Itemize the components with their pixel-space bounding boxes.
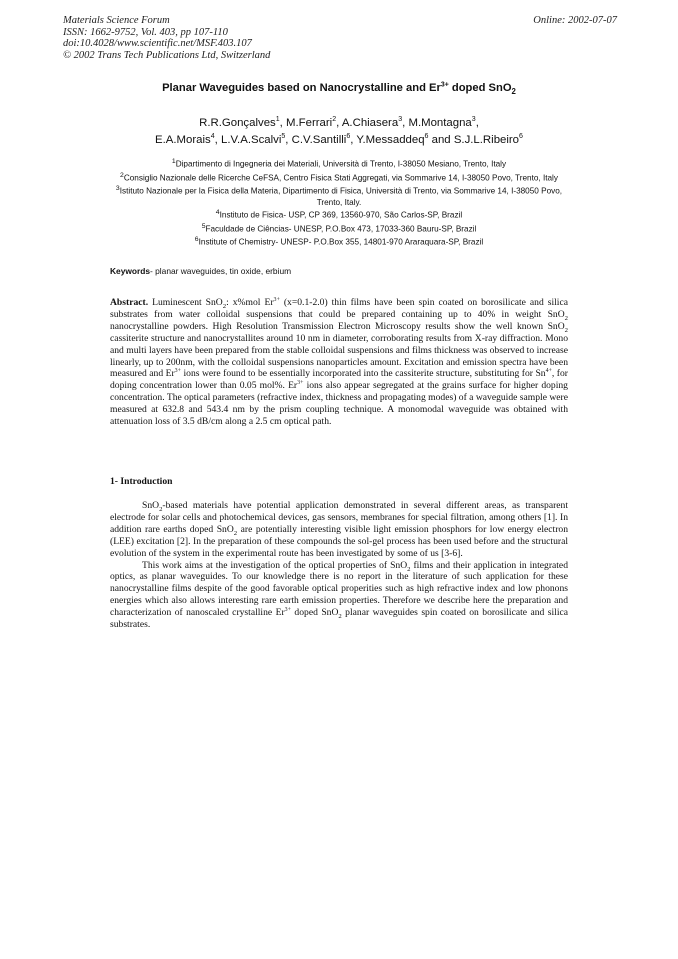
copyright-line: © 2002 Trans Tech Publications Ltd, Switzerland	[63, 49, 271, 61]
author: E.A.Morais$^4$,	[155, 133, 221, 146]
affiliation: $^5$Faculdade de Ciências- UNESP, P.O.Box 473, 17033-360 Bauru-SP, Brazil	[201, 222, 477, 234]
abstract-label: Abstract.	[110, 297, 149, 308]
keywords-text: - planar waveguides, tin oxide, erbium	[150, 266, 292, 276]
affiliation-list	[110, 157, 568, 249]
author: Y.Messaddeq$^6$ and	[356, 133, 454, 146]
author: M.Ferrari$^2$,	[286, 116, 342, 129]
author: L.V.A.Scalvi$^5$,	[221, 133, 292, 146]
online-date: Online: 2002-07-07	[533, 15, 617, 26]
journal-name: Materials Science Forum	[63, 15, 170, 26]
author-list	[100, 115, 578, 149]
author: S.J.L.Ribeiro$^6$	[453, 133, 523, 146]
affiliation: $^2$Consiglio Nazionale delle Ricerche CeFSA, Centro Fisica Stati Aggregati, via Sommarive 14, I-38050 Povo, Trento, Italy	[120, 171, 558, 183]
introduction-body	[110, 500, 568, 631]
paragraph: SnO$_2$-based materials have potential application demonstrated in several different areas, as transparent electrode for solar cells and photochemical devices, gas sensors, membranes for special filtration, among others [1]. In addition rare earths doped SnO$_2$ are potentially interesting visible light emission phosphors for low energy electron (LEE) excitation [2]. In the preparation of these compounds the sol-gel process has been used before and the structural evolution of the system in the experimental route has been investigated by some of us [3-6].	[110, 500, 568, 559]
journal-header	[63, 15, 270, 61]
author: R.R.Gonçalves$^1$,	[199, 116, 286, 129]
abstract: Abstract. Luminescent SnO$_2$: x%mol $Er^{3+}$ (x=0.1-2.0) thin films have been spin coated on borosilicate and silica substrates from water colloidal suspensions that could be prepared containing up to 40% in weight SnO$_2$ nanocrystalline powders. High Resolution Transmission Electron Microscopy results show the well known SnO$_2$ cassiterite structure and nanocrystallites around 10 nm in diameter, corroborating results from X-ray diffraction. Mono and multi layers have been prepared from the stable colloidal suspensions and films thickness was observed to increase linearly, up to 200nm, with the colloidal suspensions nanoparticles amount. Excitation and emission spectra have been measured and $Er^{3+}$ ions were found to be essentially incorporated into the cassiterite structure, substituting for $Sn^{4+}$, for doping concentration lower than 0.05 mol%. $Er^{3+}$ ions also appear segregated at the grains surface for higher doping concentration. The optical parameters (refractive index, thickness and propagating modes) of a waveguide sample were measured at 632.8 and 543.4 nm by the prism coupling technique. A monomodal waveguide was obtained with attenuation loss of 3.5 dB/cm along a 2.5 cm optical path.	[110, 296, 569, 428]
author: A.Chiasera$^3$,	[341, 116, 409, 129]
issn-line: ISSN: 1662-9752, Vol. 403, pp 107-110	[63, 26, 228, 38]
section-heading-introduction: 1- Introduction	[110, 476, 173, 487]
keywords	[110, 266, 291, 276]
paper-title: Planar Waveguides based on Nanocrystalline and $Er^{3+}$ doped SnO$_2$	[162, 81, 516, 97]
affiliation: $^3$Istituto Nazionale per la Fisica della Materia, Dipartimento di Fisica, Università di Trento, via Sommarive 14, I-38050 Povo, Trento, Italy.	[115, 185, 563, 207]
keywords-label: Keywords	[110, 266, 151, 276]
affiliation: $^1$Dipartimento di Ingegneria dei Materiali, Università di Trento, I-38050 Mesiano, Trento, Italy	[171, 158, 507, 169]
author: C.V.Santilli$^6$,	[291, 133, 357, 146]
affiliation: $^6$Institute of Chemistry- UNESP- P.O.Box 355, 14801-970 Araraquara-SP, Brazil	[194, 236, 484, 248]
paragraph: This work aims at the investigation of the optical properties of SnO$_2$ films and their application in integrated optics, as planar waveguides. To our knowledge there is no report in the literature of such application for these nanocrystalline films despite of the good favorable optical properities such as high refractive index and low phonons energies which also allows interesting rare earth emission properties. Therefore we describe here the preparation and characterization of nanoscaled crystalline $Er^{3+}$ doped SnO$_2$ planar waveguides spin coated on borosilicate and silica substrates.	[110, 559, 569, 631]
author: M.Montagna$^3$,	[408, 116, 479, 129]
affiliation: $^4$Instituto de Fisica- USP, CP 369, 13560-970, São Carlos-SP, Brazil	[215, 209, 463, 221]
doi-line: doi:10.4028/www.scientific.net/MSF.403.107	[63, 38, 252, 50]
